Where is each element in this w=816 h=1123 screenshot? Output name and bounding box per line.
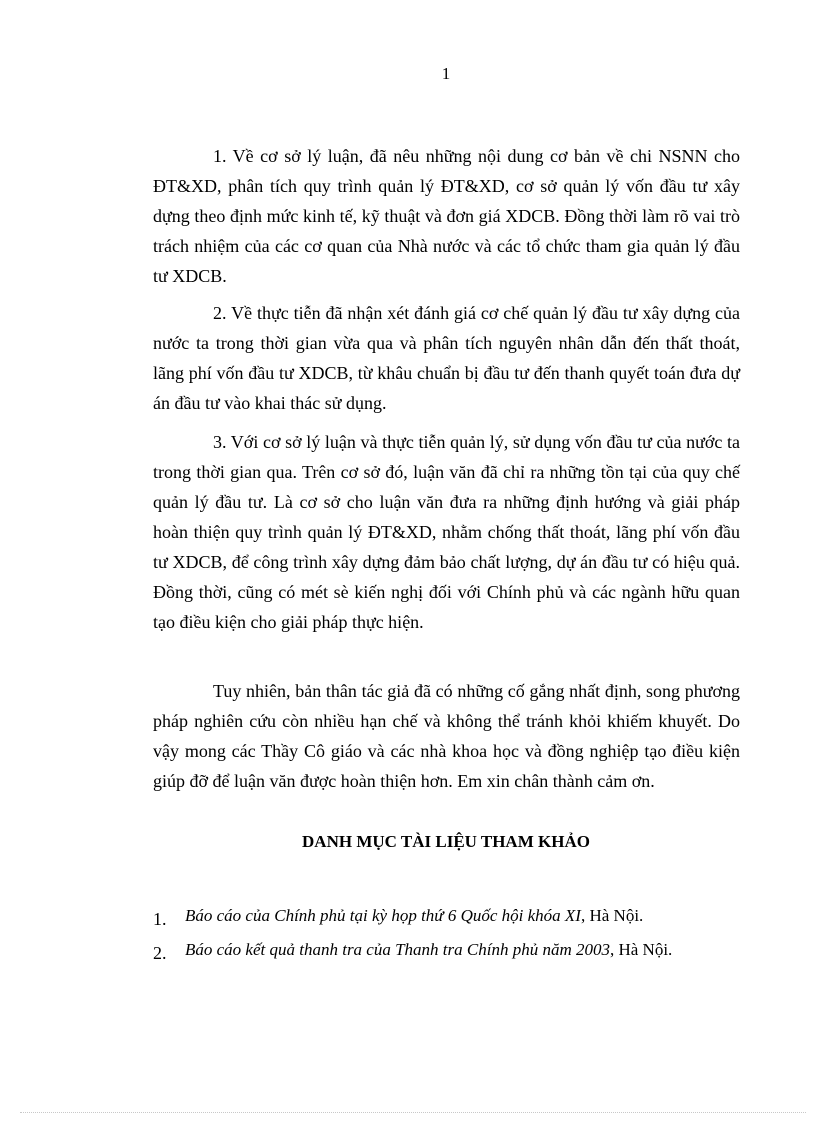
paragraph-3: 3. Với cơ sở lý luận và thực tiễn quản lý, sử dụng vốn đầu tư của nước ta trong thời gian qua. Trên cơ sở đó, luận văn đã chỉ ra những tồn tại của quy chế quản lý đầu tư. Là cơ sở cho luận văn đưa ra những định hướng và giải pháp hoàn thiện quy trình quản lý ĐT&XD, nhằm chống thất thoát, lãng phí vốn đầu tư XDCB, để công trình xây dựng đảm bảo chất lượng, dự án đầu tư có hiệu quả. Đồng thời, cũng có mét sè kiến nghị đối với Chính phủ và các ngành hữu quan tạo điều kiện cho giải pháp thực hiện. (153, 432, 740, 632)
reference-place: , Hà Nội. (609, 940, 673, 959)
paragraph-4: Tuy nhiên, bản thân tác giả đã có những cố gắng nhất định, song phương pháp nghiên cứu còn nhiều hạn chế và không thể tránh khỏi khiếm khuyết. Do vậy mong các Thầy Cô giáo và các nhà khoa học và đồng nghiệp tạo điều kiện giúp đỡ để luận văn được hoàn thiện hơn. Em xin chân thành cảm ơn. (153, 681, 740, 791)
references-list (153, 906, 793, 974)
references-heading: DANH MỤC TÀI LIỆU THAM KHẢO (302, 832, 590, 851)
paragraph-1: 1. Về cơ sở lý luận, đã nêu những nội dung cơ bản về chi NSNN cho ĐT&XD, phân tích quy trình quản lý ĐT&XD, cơ sở quản lý vốn đầu tư xây dựng theo định mức kinh tế, kỹ thuật và đơn giá XDCB. Đồng thời làm rõ vai trò trách nhiệm của các cơ quan của Nhà nước và các tổ chức tham gia quản lý đầu tư XDCB. (153, 146, 740, 286)
reference-number: 2. (153, 943, 167, 963)
reference-text (185, 940, 672, 960)
reference-item (153, 940, 793, 974)
reference-number: 1. (153, 909, 167, 929)
paragraph-2: 2. Về thực tiễn đã nhận xét đánh giá cơ chế quản lý đầu tư xây dựng của nước ta trong thời gian vừa qua và phân tích nguyên nhân dẫn đến thất thoát, lãng phí vốn đầu tư XDCB, từ khâu chuẩn bị đầu tư đến thanh quyết toán đưa dự án đầu tư vào khai thác sử dụng. (153, 303, 740, 413)
page-break-divider (20, 1112, 806, 1113)
reference-item (153, 906, 793, 940)
reference-place: , Hà Nội. (580, 906, 644, 925)
reference-title: Báo cáo của Chính phủ tại kỳ họp thứ 6 Quốc hội khóa XI (185, 906, 581, 925)
reference-title: Báo cáo kết quả thanh tra của Thanh tra Chính phủ năm 2003 (185, 940, 610, 959)
reference-text (185, 906, 643, 926)
page-number: 1 (441, 64, 451, 83)
